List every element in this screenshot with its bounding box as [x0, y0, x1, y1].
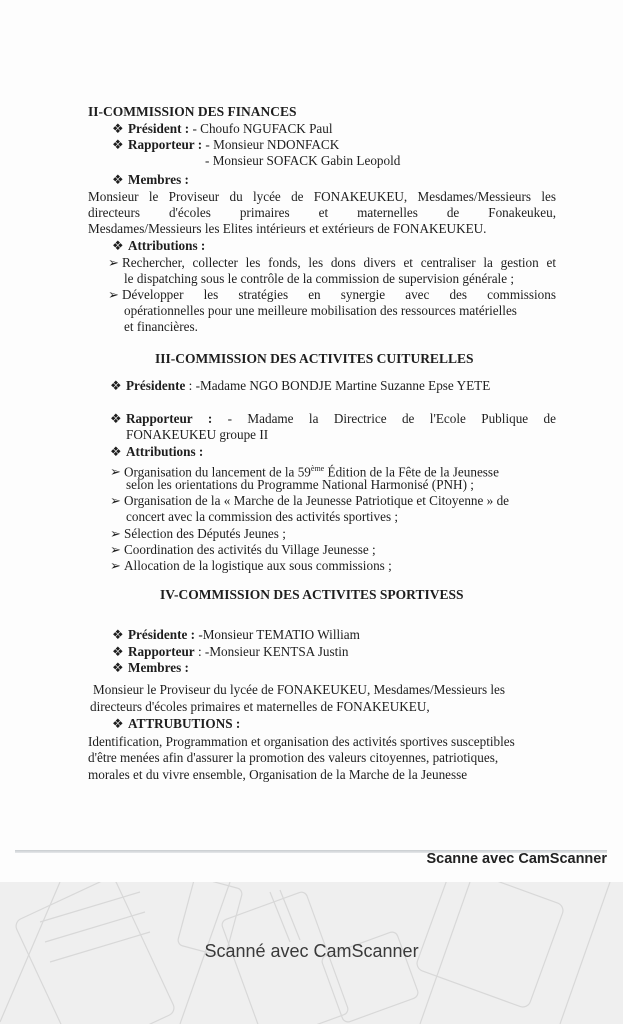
attribution-item: ➢ Coordination des activités du Village Jeunesse ;	[110, 542, 376, 557]
arrow-bullet-icon: ➢	[110, 558, 122, 573]
attribution-item: ➢ Organisation du lancement de la 59ème Édition de la Fête de la Jeunesse	[110, 464, 499, 480]
section-title-culturelles: III-COMMISSION DES ACTIVITES CUITURELLES	[155, 351, 474, 366]
attributions-label: ❖ ATTRUBUTIONS :	[112, 716, 241, 731]
diamond-bullet-icon: ❖	[112, 716, 124, 731]
membres-text: Monsieur le Proviseur du lycée de FONAKEUKEU, Mesdames/Messieurs les	[93, 682, 506, 697]
diamond-bullet-icon: ❖	[112, 137, 124, 152]
arrow-bullet-icon: ➢	[110, 526, 122, 541]
section-title-finances: II-COMMISSION DES FINANCES	[88, 104, 297, 119]
diamond-bullet-icon: ❖	[112, 644, 124, 659]
arrow-bullet-icon: ➢	[110, 493, 122, 508]
diamond-bullet-icon: ❖	[112, 172, 124, 187]
diamond-bullet-icon: ❖	[110, 444, 122, 459]
rapporteur-line: ❖ Rapporteur : - Monsieur NDONFACK	[112, 137, 340, 152]
diamond-bullet-icon: ❖	[112, 660, 124, 675]
diamond-bullet-icon: ❖	[110, 378, 122, 393]
attributions-text: d'être menées afin d'assurer la promotion des valeurs citoyennes, patriotiques,	[88, 750, 499, 765]
diamond-bullet-icon: ❖	[112, 238, 124, 253]
president-line: ❖ Président : - Choufo NGUFACK Paul	[112, 121, 333, 136]
rapporteur-line: ❖ Rapporteur : -Monsieur KENTSA Justin	[112, 644, 349, 659]
membres-text: directeurs d'écoles primaires et maternelles de Fonakeukeu,	[88, 205, 556, 220]
membres-text: directeurs d'écoles primaires et maternelles de FONAKEUKEU,	[90, 699, 430, 714]
attribution-item: ➢ Organisation de la « Marche de la Jeunesse Patriotique et Citoyenne » de	[110, 493, 510, 508]
rapporteur-line: ❖ Rapporteur : - Madame la Directrice de l'Ecole Publique de	[110, 411, 556, 426]
presidente-line: ❖ Présidente : -Monsieur TEMATIO William	[112, 627, 360, 642]
diamond-bullet-icon: ❖	[112, 121, 124, 136]
attribution-item-cont: et financières.	[124, 319, 198, 334]
attribution-item: ➢ Allocation de la logistique aux sous commissions ;	[110, 558, 392, 573]
membres-label: ❖ Membres :	[112, 660, 189, 675]
attribution-item-cont: concert avec la commission des activités sportives ;	[126, 509, 399, 524]
attributions-label: ❖ Attributions :	[112, 238, 206, 253]
attribution-item-cont: selon les orientations du Programme National Harmonisé (PNH) ;	[126, 477, 474, 492]
membres-text: Monsieur le Proviseur du lycée de FONAKEUKEU, Mesdames/Messieurs les	[88, 189, 556, 204]
attribution-item-cont: le dispatching sous le contrôle de la commission de supervision générale ;	[124, 271, 515, 286]
diamond-bullet-icon: ❖	[112, 627, 124, 642]
diamond-bullet-icon: ❖	[110, 411, 122, 426]
attributions-text: morales et du vivre ensemble, Organisation de la Marche de la Jeunesse	[88, 767, 468, 782]
rapporteur-line-2: FONAKEUKEU groupe II	[126, 427, 269, 442]
rapporteur-line-2: - Monsieur SOFACK Gabin Leopold	[205, 153, 401, 168]
arrow-bullet-icon: ➢	[110, 542, 122, 557]
attribution-item: ➢ Rechercher, collecter les fonds, les dons divers et centraliser la gestion et	[108, 255, 556, 270]
attribution-item: ➢ Développer les stratégies en synergie avec des commissions	[108, 287, 556, 302]
attributions-text: Identification, Programmation et organisation des activités sportives susceptibles	[88, 734, 515, 749]
attributions-label: ❖ Attributions :	[110, 444, 204, 459]
arrow-bullet-icon: ➢	[110, 464, 122, 480]
arrow-bullet-icon: ➢	[108, 255, 120, 270]
attribution-item: ➢ Sélection des Députés Jeunes ;	[110, 526, 286, 541]
presidente-line: ❖ Présidente : -Madame NGO BONDJE Martine Suzanne Epse YETE	[110, 378, 491, 393]
attribution-item-cont: opérationnelles pour une meilleure mobilisation des ressources matérielles	[124, 303, 517, 318]
membres-label: ❖ Membres :	[112, 172, 189, 187]
scan-watermark: Scanne avec CamScanner	[426, 851, 607, 867]
section-title-sportives: IV-COMMISSION DES ACTIVITES SPORTIVESS	[160, 587, 464, 602]
arrow-bullet-icon: ➢	[108, 287, 120, 302]
camscanner-label: Scanné avec CamScanner	[204, 941, 419, 961]
membres-text: Mesdames/Messieurs les Elites intérieurs et extérieurs de FONAKEUKEU.	[88, 221, 487, 236]
